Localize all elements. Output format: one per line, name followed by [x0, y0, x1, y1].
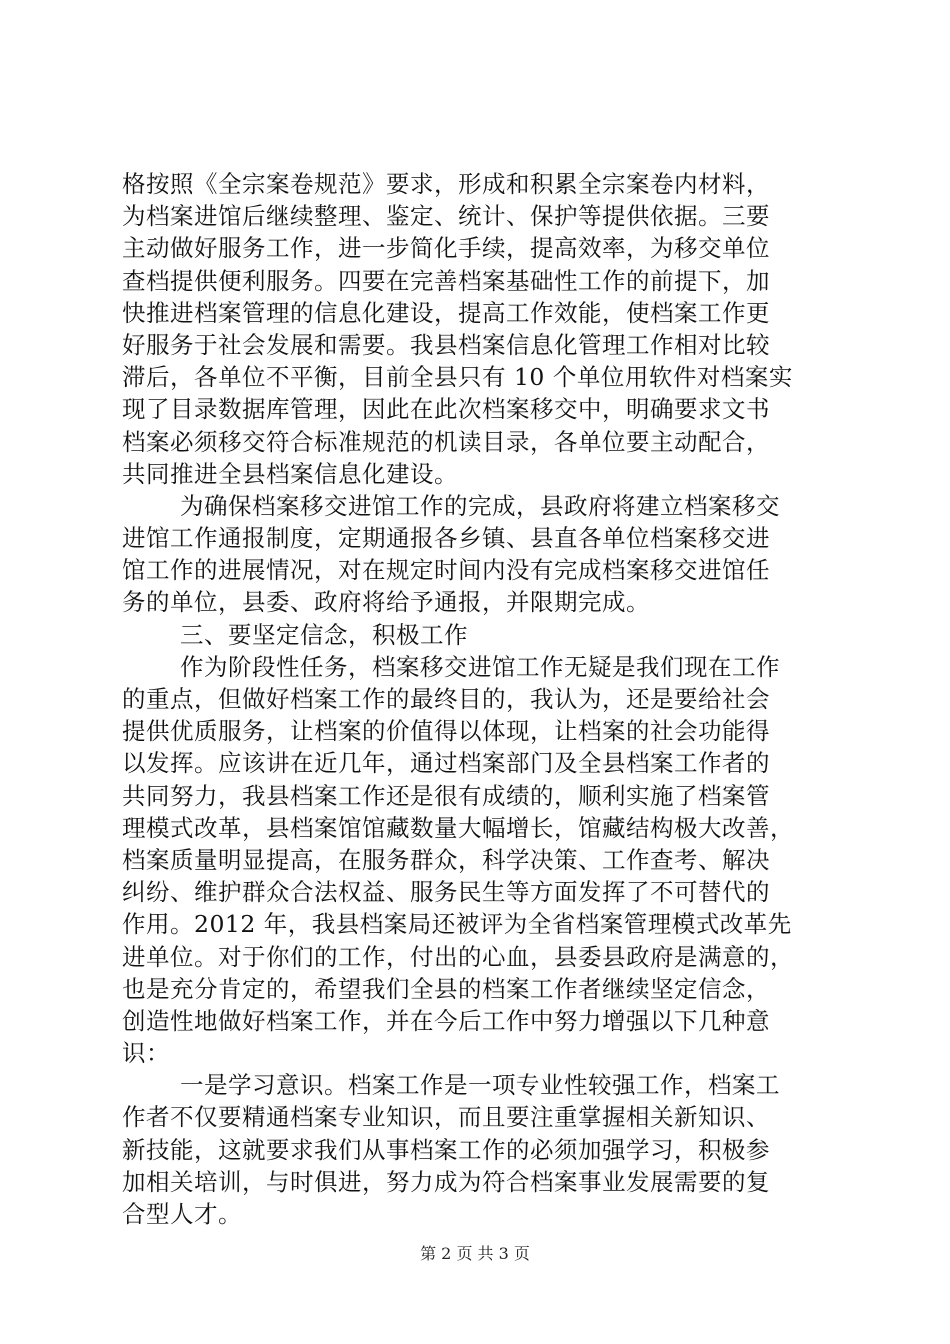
- text-line: 共同努力，我县档案工作还是很有成绩的，顺利实施了档案管: [122, 781, 770, 810]
- section-heading: 三、要坚定信念，积极工作: [180, 620, 468, 649]
- text-line: 格按照《全宗案卷规范》要求，形成和积累全宗案卷内材料，: [122, 170, 770, 198]
- text-line: 现了目录数据库管理，因此在此次档案移交中，明确要求文书: [122, 395, 770, 424]
- text-line: 进单位。对于你们的工作，付出的心血，县委县政府是满意的，: [122, 942, 794, 971]
- text-line: 档案质量明显提高，在服务群众，科学决策、工作查考、解决: [122, 845, 770, 874]
- text-line: 进馆工作通报制度，定期通报各乡镇、县直各单位档案移交进: [122, 524, 770, 553]
- text-line: 以发挥。应该讲在近几年，通过档案部门及全县档案工作者的: [122, 749, 770, 778]
- text-line: 主动做好服务工作，进一步简化手续，提高效率，为移交单位: [122, 234, 770, 263]
- text-line: 共同推进全县档案信息化建设。: [122, 459, 458, 488]
- text-line: 新技能，这就要求我们从事档案工作的必须加强学习，积极参: [122, 1135, 770, 1164]
- text-line: 提供优质服务，让档案的价值得以体现，让档案的社会功能得: [122, 717, 770, 746]
- text-line: 识：: [122, 1039, 170, 1068]
- paragraph-start-line: 一是学习意识。档案工作是一项专业性较强工作，档案工: [180, 1071, 780, 1100]
- text-line: 档案必须移交符合标准规范的机读目录，各单位要主动配合，: [122, 427, 770, 456]
- text-line: 滞后，各单位不平衡，目前全县只有 10 个单位用软件对档案实: [122, 363, 793, 392]
- text-line: 加相关培训，与时俱进，努力成为符合档案事业发展需要的复: [122, 1167, 770, 1196]
- text-line: 查档提供便利服务。四要在完善档案基础性工作的前提下，加: [122, 266, 770, 295]
- text-line: 纠纷、维护群众合法权益、服务民生等方面发挥了不可替代的: [122, 878, 770, 907]
- text-line: 务的单位，县委、政府将给予通报，并限期完成。: [122, 588, 650, 617]
- text-line: 创造性地做好档案工作，并在今后工作中努力增强以下几种意: [122, 1006, 770, 1035]
- document-body: [122, 168, 842, 1230]
- text-line: 也是充分肯定的，希望我们全县的档案工作者继续坚定信念，: [122, 974, 770, 1003]
- text-line: 作用。2012 年，我县档案局还被评为全省档案管理模式改革先: [122, 910, 792, 939]
- text-line: 为档案进馆后继续整理、鉴定、统计、保护等提供依据。三要: [122, 202, 770, 231]
- text-line: 快推进档案管理的信息化建设，提高工作效能，使档案工作更: [122, 298, 770, 327]
- text-line: 作者不仅要精通档案专业知识，而且要注重掌握相关新知识、: [122, 1103, 770, 1132]
- text-line: 馆工作的进展情况，对在规定时间内没有完成档案移交进馆任: [122, 556, 770, 585]
- text-line: 的重点，但做好档案工作的最终目的，我认为，还是要给社会: [122, 685, 770, 713]
- paragraph-start-line: 为确保档案移交进馆工作的完成，县政府将建立档案移交: [180, 491, 780, 520]
- text-line: 好服务于社会发展和需要。我县档案信息化管理工作相对比较: [122, 330, 770, 359]
- text-line: 合型人才。: [122, 1200, 242, 1228]
- text-line: 理模式改革，县档案馆馆藏数量大幅增长，馆藏结构极大改善，: [122, 813, 794, 842]
- page-number-footer: 第 2 页 共 3 页: [420, 1244, 530, 1263]
- paragraph-start-line: 作为阶段性任务，档案移交进馆工作无疑是我们现在工作: [180, 652, 780, 681]
